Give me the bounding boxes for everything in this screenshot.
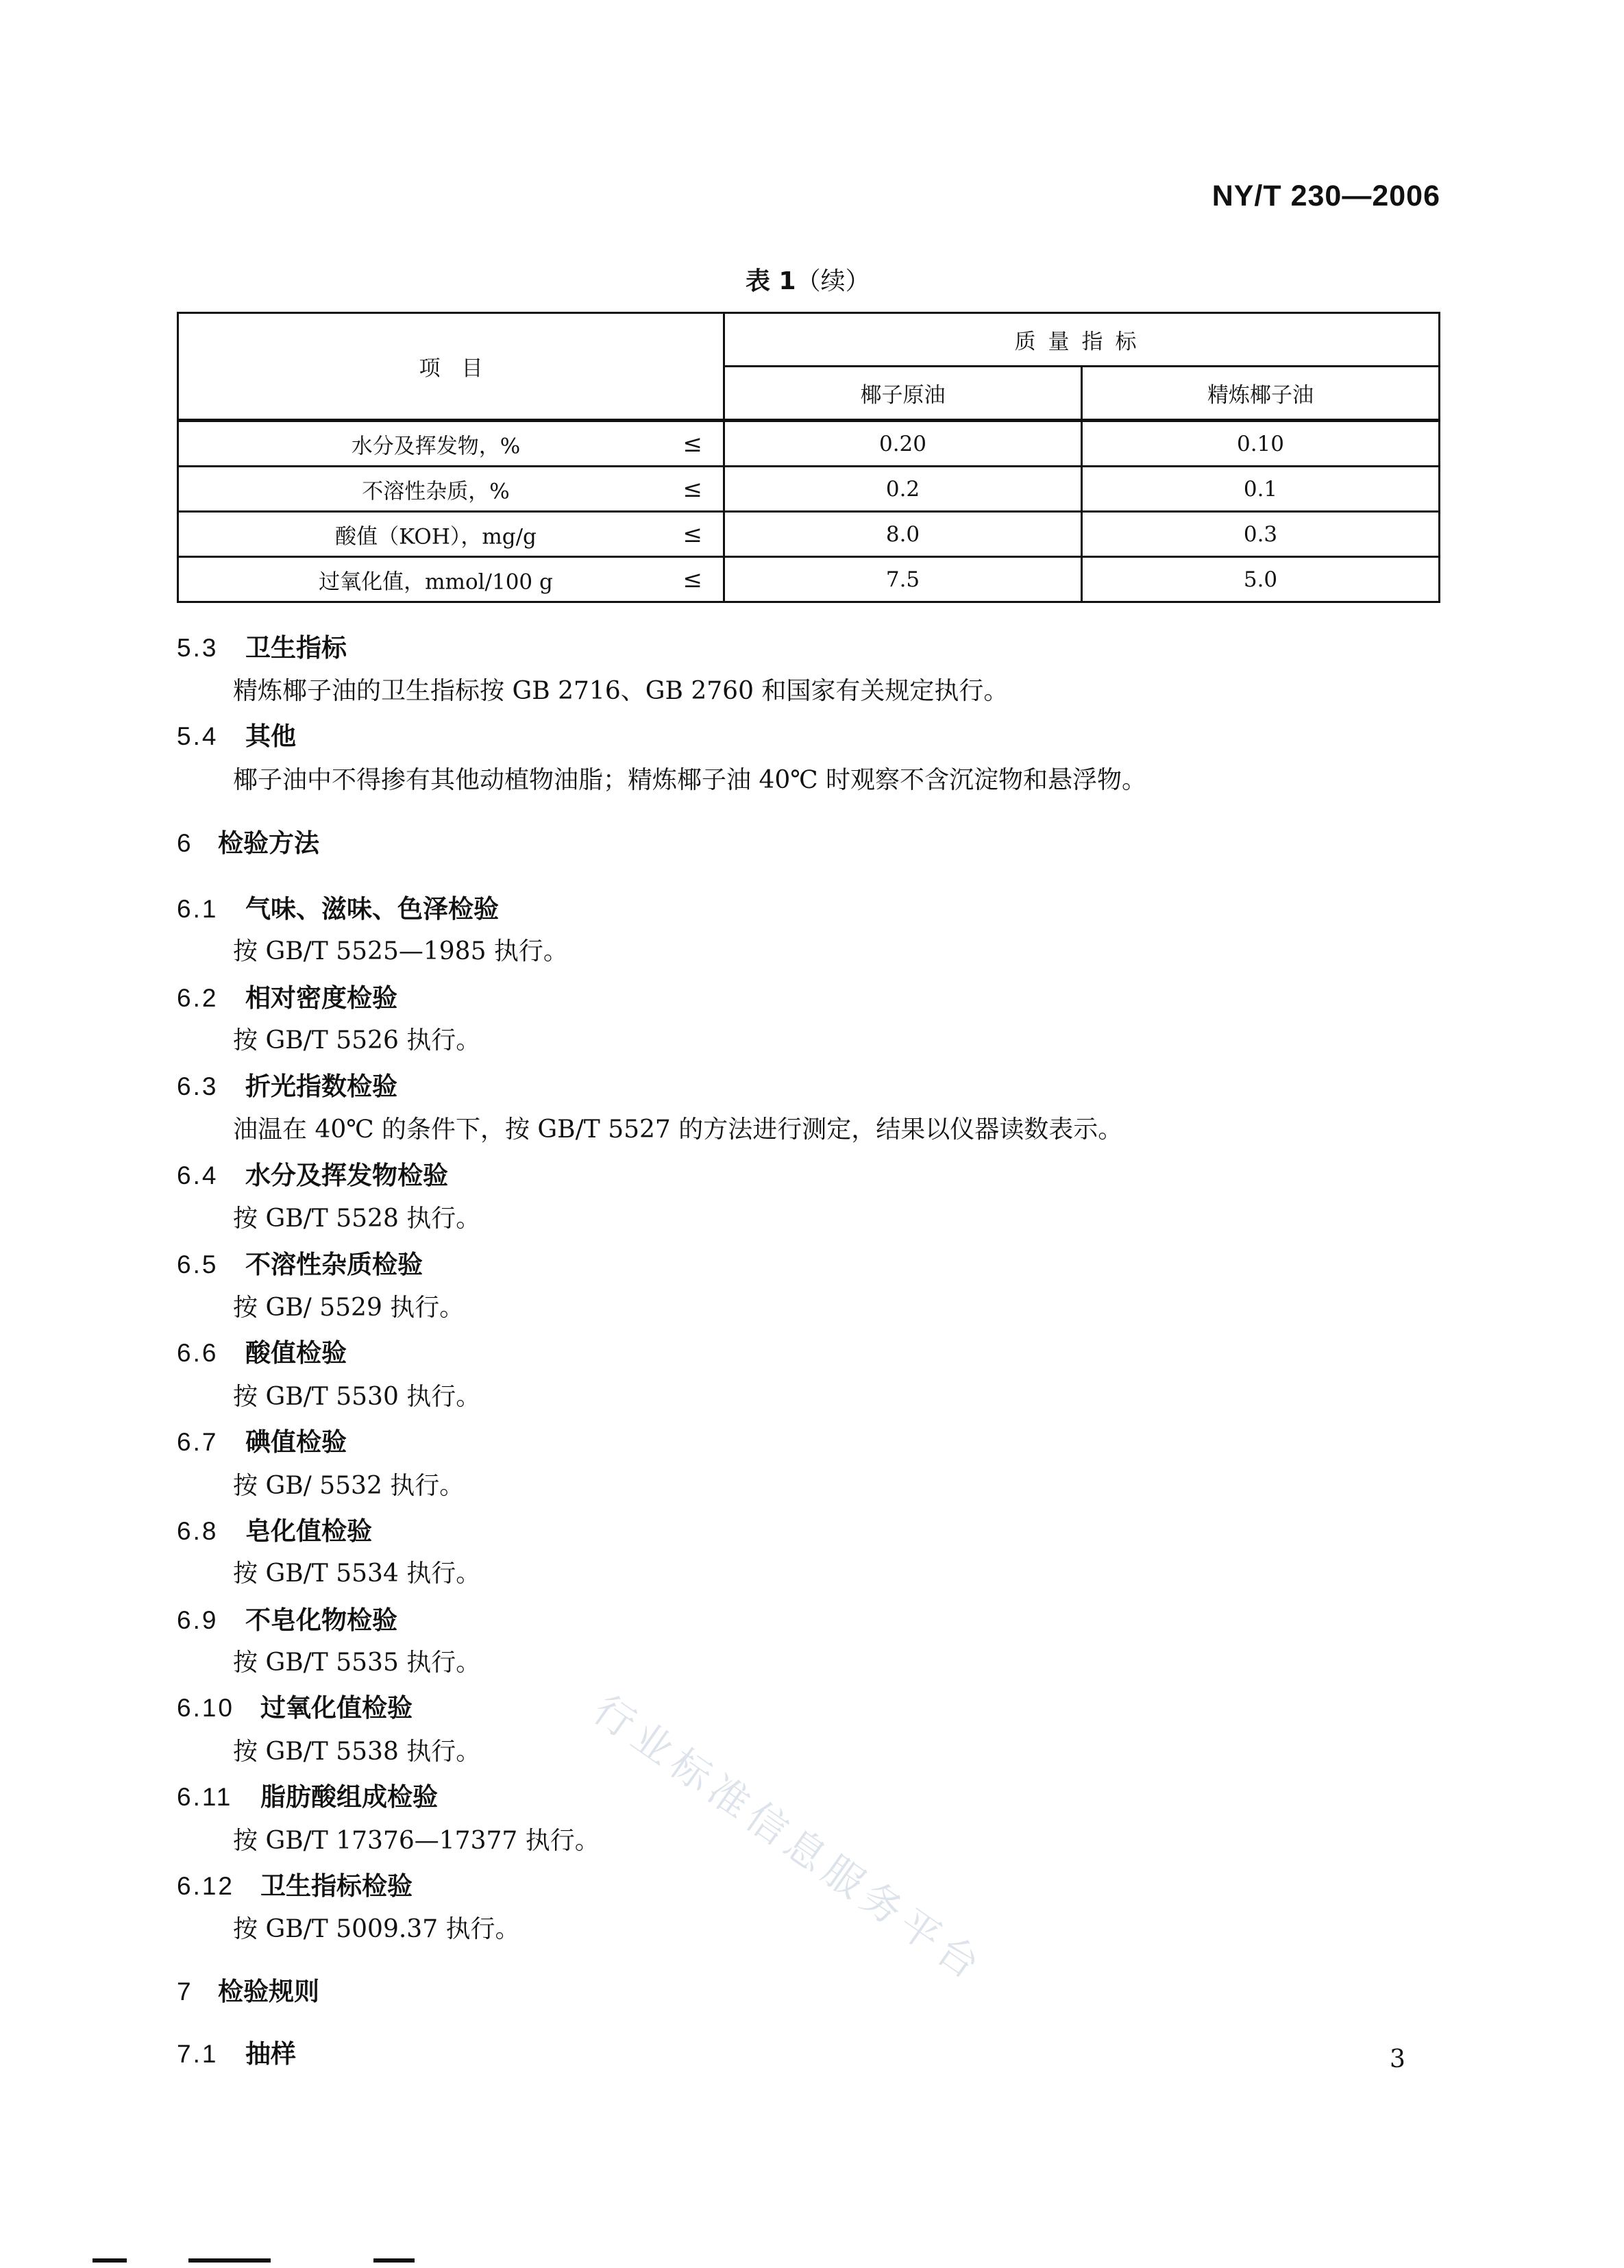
section-heading-7: 7 检验规则 bbox=[177, 1977, 319, 2006]
table-caption bbox=[746, 262, 870, 297]
watermark: 行业标准信息服务平台 bbox=[585, 1686, 994, 1992]
table-row bbox=[178, 557, 1440, 602]
table-row bbox=[178, 421, 1440, 467]
scan-edge-mark bbox=[93, 2258, 127, 2263]
section-text-6-3: 油温在 40℃ 的条件下，按 GB/T 5527 的方法进行测定，结果以仪器读数表示。 bbox=[233, 1115, 1123, 1144]
section-heading-6-6: 6.6 酸值检验 bbox=[177, 1338, 347, 1368]
section-heading-6-3: 6.3 折光指数检验 bbox=[177, 1072, 397, 1101]
scan-edge-mark bbox=[188, 2258, 271, 2263]
section-heading-6-7: 6.7 碘值检验 bbox=[177, 1427, 347, 1457]
section-text-6-11: 按 GB/T 17376—17377 执行。 bbox=[233, 1827, 600, 1855]
row-item-label: 水分及挥发物，% bbox=[351, 434, 521, 458]
column-header-refined-oil: 精炼椰子油 bbox=[1082, 367, 1440, 421]
section-heading-5-3: 5.3 卫生指标 bbox=[177, 633, 347, 663]
row-crude-value: 7.5 bbox=[724, 557, 1082, 602]
section-heading-6-12: 6.12 卫生指标检验 bbox=[177, 1871, 413, 1901]
section-text-6-7: 按 GB/ 5532 执行。 bbox=[233, 1472, 465, 1500]
section-text-6-9: 按 GB/T 5535 执行。 bbox=[233, 1649, 481, 1677]
row-item-cell bbox=[178, 421, 724, 467]
standard-code: NY/T 230—2006 bbox=[1211, 180, 1440, 212]
section-heading-6-9: 6.9 不皂化物检验 bbox=[177, 1605, 397, 1635]
less-equal-sign: ≤ bbox=[682, 565, 702, 593]
row-item-label: 过氧化值，mmol/100 g bbox=[319, 569, 553, 594]
section-heading-7-1: 7.1 抽样 bbox=[177, 2039, 296, 2069]
section-text-6-8: 按 GB/T 5534 执行。 bbox=[233, 1560, 481, 1588]
column-header-quality-index: 质量指标 bbox=[724, 313, 1440, 367]
row-item-cell bbox=[178, 467, 724, 512]
section-text-6-6: 按 GB/T 5530 执行。 bbox=[233, 1383, 481, 1411]
row-item-cell bbox=[178, 557, 724, 602]
section-text-6-2: 按 GB/T 5526 执行。 bbox=[233, 1026, 481, 1055]
section-heading-6: 6 检验方法 bbox=[177, 828, 319, 858]
section-heading-6-5: 6.5 不溶性杂质检验 bbox=[177, 1250, 423, 1279]
row-refined-value: 5.0 bbox=[1082, 557, 1440, 602]
less-equal-sign: ≤ bbox=[682, 520, 702, 548]
row-item-label: 不溶性杂质，% bbox=[362, 479, 510, 504]
section-text-5-4: 椰子油中不得掺有其他动植物油脂；精炼椰子油 40℃ 时观察不含沉淀物和悬浮物。 bbox=[233, 766, 1146, 794]
row-refined-value: 0.10 bbox=[1082, 421, 1440, 467]
scan-edge-mark bbox=[373, 2258, 415, 2263]
table-caption-number: 表 1 bbox=[746, 267, 796, 295]
row-crude-value: 8.0 bbox=[724, 512, 1082, 557]
section-text-6-10: 按 GB/T 5538 执行。 bbox=[233, 1738, 481, 1766]
row-refined-value: 0.3 bbox=[1082, 512, 1440, 557]
section-heading-6-11: 6.11 脂肪酸组成检验 bbox=[177, 1782, 438, 1812]
row-crude-value: 0.2 bbox=[724, 467, 1082, 512]
table-caption-continued: （续） bbox=[796, 267, 870, 295]
section-text-6-1: 按 GB/T 5525—1985 执行。 bbox=[233, 937, 568, 965]
row-crude-value: 0.20 bbox=[724, 421, 1082, 467]
table-row bbox=[178, 512, 1440, 557]
table-row bbox=[178, 467, 1440, 512]
section-text-5-3: 精炼椰子油的卫生指标按 GB 2716、GB 2760 和国家有关规定执行。 bbox=[233, 677, 1009, 705]
less-equal-sign: ≤ bbox=[682, 430, 702, 458]
section-text-6-12: 按 GB/T 5009.37 执行。 bbox=[233, 1915, 520, 1943]
row-item-label: 酸值（KOH），mg/g bbox=[335, 524, 537, 549]
section-text-6-4: 按 GB/T 5528 执行。 bbox=[233, 1205, 481, 1233]
column-header-crude-oil: 椰子原油 bbox=[724, 367, 1082, 421]
column-header-item: 项 目 bbox=[178, 313, 724, 421]
section-heading-6-4: 6.4 水分及挥发物检验 bbox=[177, 1161, 448, 1190]
section-heading-6-8: 6.8 皂化值检验 bbox=[177, 1516, 372, 1546]
page-number: 3 bbox=[1390, 2045, 1405, 2073]
row-item-cell bbox=[178, 512, 724, 557]
quality-index-table bbox=[177, 312, 1440, 603]
table-header-row bbox=[178, 313, 1440, 367]
section-heading-6-10: 6.10 过氧化值检验 bbox=[177, 1693, 413, 1723]
section-heading-6-1: 6.1 气味、滋味、色泽检验 bbox=[177, 894, 499, 924]
less-equal-sign: ≤ bbox=[682, 475, 702, 503]
section-heading-5-4: 5.4 其他 bbox=[177, 722, 296, 751]
section-heading-6-2: 6.2 相对密度检验 bbox=[177, 983, 397, 1013]
row-refined-value: 0.1 bbox=[1082, 467, 1440, 512]
section-text-6-5: 按 GB/ 5529 执行。 bbox=[233, 1294, 465, 1322]
